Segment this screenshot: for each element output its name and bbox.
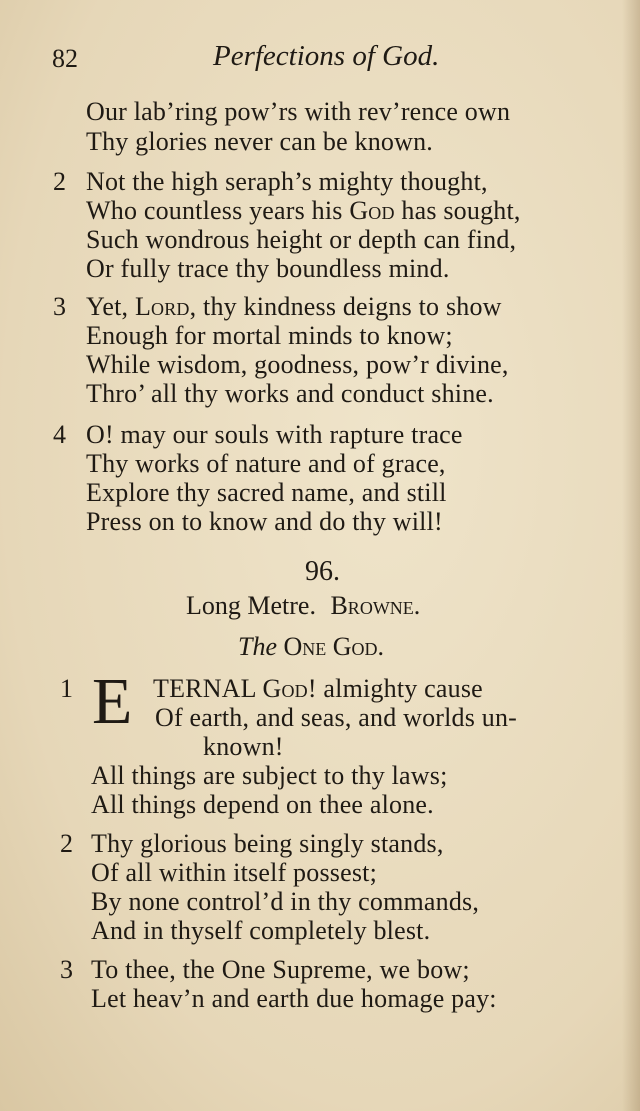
drop-cap: E <box>92 665 133 738</box>
verse-line: Let heav’n and earth due homage pay: <box>91 984 497 1013</box>
page-edge-shadow <box>622 0 640 1111</box>
verse-line: Not the high seraph’s mighty thought, <box>86 167 488 196</box>
verse-line: Our lab’ring pow’rs with rev’rence own <box>86 97 511 126</box>
hymn-title-article: The <box>238 632 277 661</box>
verse-line: Who countless years his God has sought, <box>86 196 521 225</box>
verse-line: Such wondrous height or depth can find, <box>86 225 517 254</box>
verse-line: Of all within itself possest; <box>91 858 377 887</box>
verse-line: known! <box>203 732 284 761</box>
page-number: 82 <box>52 44 78 73</box>
verse-line: O! may our souls with rapture trace <box>86 420 463 449</box>
verse-line: Yet, Lord, thy kindness deigns to show <box>86 292 502 321</box>
verse-line: Thy glorious being singly stands, <box>91 829 444 858</box>
hymn-number: 96. <box>305 556 340 587</box>
stanza-number: 3 <box>60 955 73 984</box>
stanza-number: 4 <box>53 420 66 449</box>
verse-line: Thro’ all thy works and conduct shine. <box>86 379 494 408</box>
verse-line: Enough for mortal minds to know; <box>86 321 453 350</box>
stanza-number: 1 <box>60 674 73 703</box>
verse-line: And in thyself completely blest. <box>91 916 431 945</box>
stanza-number: 3 <box>53 292 66 321</box>
stanza-number: 2 <box>53 167 66 196</box>
verse-line: By none control’d in thy commands, <box>91 887 480 916</box>
verse-line: Thy works of nature and of grace, <box>86 449 446 478</box>
verse-line: Of earth, and seas, and worlds un- <box>155 703 518 732</box>
verse-line: Press on to know and do thy will! <box>86 507 443 536</box>
verse-line: To thee, the One Supreme, we bow; <box>91 955 470 984</box>
running-title: Perfections of God. <box>213 40 440 72</box>
verse-line: TERNAL God! almighty cause <box>153 674 483 703</box>
verse-line: All things depend on thee alone. <box>91 790 434 819</box>
verse-line: All things are subject to thy laws; <box>91 761 448 790</box>
verse-line: Thy glories never can be known. <box>86 127 433 156</box>
hymn-title <box>238 632 384 662</box>
stanza-number: 2 <box>60 829 73 858</box>
meter-name: Long Metre. <box>186 591 316 620</box>
hymn-title-text: One God. <box>283 632 385 661</box>
verse-line: Explore thy sacred name, and still <box>86 478 447 507</box>
verse-line: Or fully trace thy boundless mind. <box>86 254 450 283</box>
tune-author: Browne. <box>330 591 421 620</box>
hymn-meter <box>186 591 420 621</box>
verse-line: While wisdom, goodness, pow’r divine, <box>86 350 509 379</box>
